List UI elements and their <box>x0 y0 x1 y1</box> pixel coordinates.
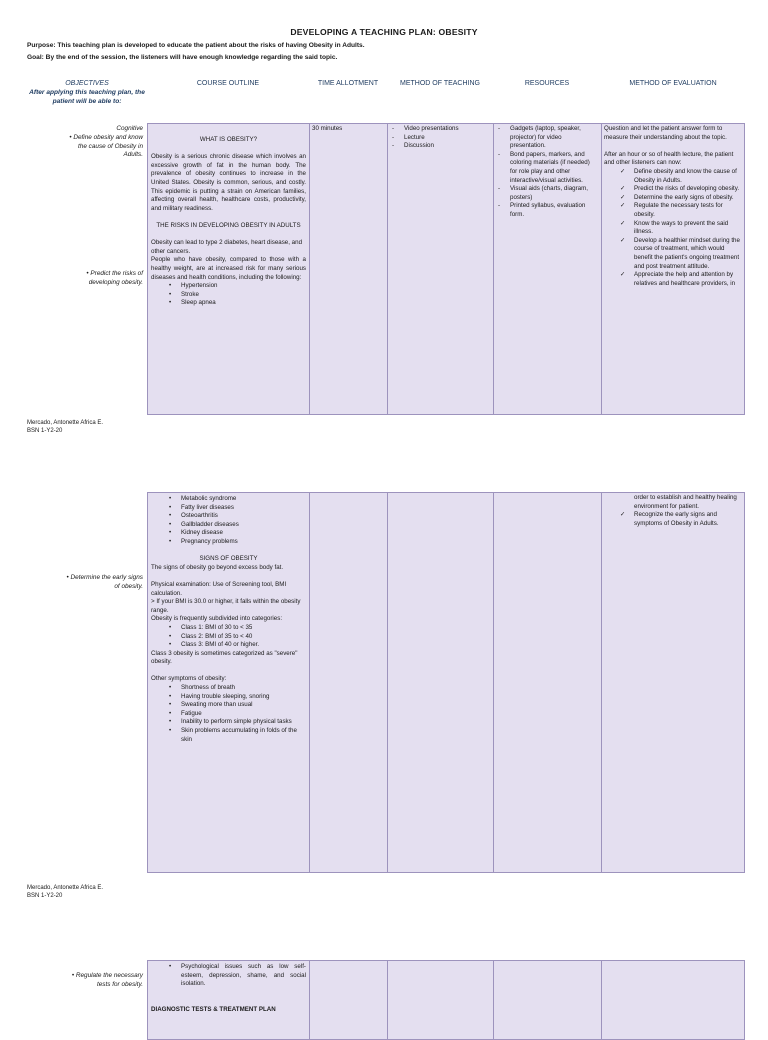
psych-list <box>151 963 306 989</box>
list-item: - Printed syllabus, evaluation form. <box>496 202 598 219</box>
classes-intro: Obesity is frequently subdivided into categories: <box>151 615 283 623</box>
list-item: • Skin problems accumulating in folds of the skin <box>151 727 306 744</box>
risks-text-1: Obesity can lead to type 2 diabetes, heart disease, and other cancers. <box>151 239 303 255</box>
evaluation-continued: order to establish and healthy healing environment for patient. <box>634 494 737 510</box>
risks-list-continued <box>151 495 306 547</box>
symptoms-list <box>151 684 306 744</box>
list-item: • Psychological issues such as low self-esteem, depression, shame, and social isolation. <box>151 963 306 989</box>
objective-cognitive: Cognitive <box>116 125 143 132</box>
evaluation-intro-2: After an hour or so of health lecture, the patient and other listeners can now: <box>604 150 734 167</box>
list-item: • Class 3: BMI of 40 or higher. <box>151 641 306 650</box>
heading-diagnostic-tests: DIAGNOSTIC TESTS & TREATMENT PLAN <box>151 1005 276 1013</box>
what-is-obesity-text: Obesity is a serious chronic disease which involves an excessive growth of fat in the human body. The prevalence of obesity continues to increase in the United States. Obesity is common, serious, and costly. This epidemic is putting a strain on American families, affecting overall health, healthcare costs, productivity, and military readiness. <box>151 153 306 212</box>
list-item: • Sleep apnea <box>151 299 306 308</box>
list-item: • Kidney disease <box>151 529 306 538</box>
document-title: DEVELOPING A TEACHING PLAN: OBESITY <box>290 27 478 37</box>
heading-signs: SIGNS OF OBESITY <box>199 555 258 563</box>
list-item: ✓ Determine the early signs of obesity. <box>604 194 742 203</box>
evaluation-cell <box>604 125 742 288</box>
list-item: • Osteoarthritis <box>151 512 306 521</box>
list-item: ✓ Develop a healthier mindset during the course of treatment, which would benefit the patient's ongoing treatment and post treatment attitude. <box>604 237 742 271</box>
list-item: • Gallbladder diseases <box>151 521 306 530</box>
risks-text-2: People who have obesity, compared to those with a healthy weight, are at increased risk for many serious diseases and health conditions, including the following: <box>151 256 306 281</box>
course-outline-cell <box>151 136 306 308</box>
evaluation-intro-1: Question and let the patient answer form to measure their understanding about the topic. <box>604 125 727 141</box>
list-item: ✓ Define obesity and know the cause of Obesity in Adults. <box>604 168 742 185</box>
list-item: - Lecture <box>390 134 490 143</box>
objective-regulate: • Regulate the necessary tests for obesity. <box>71 972 143 988</box>
heading-risks: THE RISKS IN DEVELOPING OBESITY IN ADULTS <box>156 221 301 229</box>
list-item: ✓ Know the ways to prevent the said illness. <box>604 220 742 237</box>
header-objectives: OBJECTIVES <box>65 80 109 87</box>
time-allotment-cell: 30 minutes <box>312 125 343 132</box>
footer-page2 <box>27 884 103 900</box>
list-item: • Sweating more than usual <box>151 701 306 710</box>
list-item: • Hypertension <box>151 282 306 291</box>
course-outline-cell-3 <box>151 963 306 1015</box>
footer-page1 <box>27 419 103 435</box>
footer-section: BSN 1-Y2-20 <box>27 893 63 899</box>
list-item: • Class 1: BMI of 30 to < 35 <box>151 624 306 633</box>
teaching-methods-cell <box>390 125 490 151</box>
header-time-allotment: TIME ALLOTMENT <box>317 80 379 87</box>
class3-note: Class 3 obesity is sometimes categorized as "severe" obesity. <box>151 649 298 666</box>
signs-text: The signs of obesity go beyond excess body fat. <box>151 563 284 571</box>
list-item: - Video presentations <box>390 125 490 134</box>
plan-table-page1 <box>147 123 745 415</box>
bmi-note: > If your BMI is 30.0 or higher, it falls within the obesity range. <box>151 598 301 614</box>
objective-define: • Define obesity and know the cause of Obesity in Adults. <box>69 134 143 159</box>
list-item: - Gadgets (laptop, speaker, projector) for video presentation. <box>496 125 598 151</box>
list-item: • Metabolic syndrome <box>151 495 306 504</box>
list-item: - Bond papers, markers, and coloring materials (if needed) for role play and other interactive/visual activities. <box>496 151 598 185</box>
resources-cell <box>496 125 598 220</box>
list-item: ✓ Appreciate the help and attention by relatives and healthcare providers, in <box>604 271 742 288</box>
footer-name: Mercado, Antonette Africa E. <box>27 420 104 426</box>
list-item: ✓ Regulate the necessary tests for obesity. <box>604 202 742 219</box>
list-item: - Visual aids (charts, diagram, posters) <box>496 185 598 202</box>
risks-list <box>151 282 306 308</box>
evaluation-cell-2 <box>604 494 742 528</box>
goal-line: Goal: By the end of the session, the listeners will have enough knowledge regarding the said topic. <box>27 54 338 61</box>
plan-table-page3 <box>147 960 745 1040</box>
list-item: ✓ Recognize the early signs and symptoms of Obesity in Adults. <box>604 511 742 528</box>
list-item: • Inability to perform simple physical tasks <box>151 718 306 727</box>
header-objectives-sub: After applying this teaching plan, the patient will be able to: <box>29 89 145 105</box>
heading-what-is-obesity: WHAT IS OBESITY? <box>199 136 258 143</box>
purpose-line: Purpose: This teaching plan is developed to educate the patient about the risks of having Obesity in Adults. <box>27 42 365 49</box>
header-resources: RESOURCES <box>524 80 570 87</box>
other-symptoms-label: Other symptoms of obesity: <box>151 675 227 683</box>
list-item: - Discussion <box>390 142 490 151</box>
physical-exam-text: Physical examination: Use of Screening tool, BMI calculation. <box>151 580 287 597</box>
list-item: • Class 2: BMI of 35 to < 40 <box>151 633 306 642</box>
footer-name: Mercado, Antonette Africa E. <box>27 885 104 891</box>
footer-section: BSN 1-Y2-20 <box>27 428 63 434</box>
plan-table-page2 <box>147 492 745 873</box>
header-method-teaching: METHOD OF TEACHING <box>400 80 480 87</box>
list-item: • Fatty liver diseases <box>151 504 306 513</box>
list-item: • Fatigue <box>151 710 306 719</box>
list-item: • Shortness of breath <box>151 684 306 693</box>
header-course-outline: COURSE OUTLINE <box>196 80 260 87</box>
list-item: • Having trouble sleeping, snoring <box>151 693 306 702</box>
objective-predict: • Predict the risks of developing obesity. <box>86 270 143 286</box>
bmi-classes-list <box>151 624 306 650</box>
list-item: • Stroke <box>151 291 306 300</box>
objective-determine: • Determine the early signs of obesity. <box>66 574 143 590</box>
course-outline-cell-2 <box>151 495 306 744</box>
list-item: ✓ Predict the risks of developing obesity. <box>604 185 742 194</box>
list-item: • Pregnancy problems <box>151 538 306 547</box>
header-method-evaluation: METHOD OF EVALUATION <box>629 80 717 87</box>
